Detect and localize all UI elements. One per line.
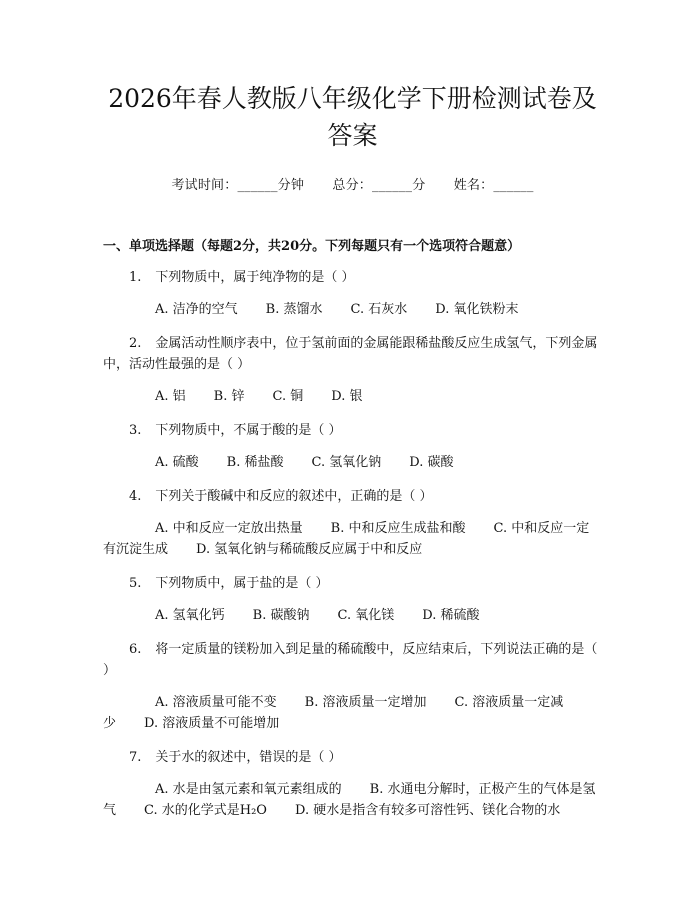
question-number: 2. xyxy=(129,336,142,351)
total-score-label: 总分：______分 xyxy=(332,178,426,193)
answer-option: B. 水通电分解时，正极产生的气体是氢气 xyxy=(103,782,596,818)
question-options xyxy=(103,386,602,407)
answer-option: C. 溶液质量一定减少 xyxy=(103,695,564,731)
question-stem xyxy=(103,573,602,594)
question-text: 关于水的叙述中，错误的是（ ） xyxy=(155,750,342,765)
question-options xyxy=(103,605,602,626)
question-text: 将一定质量的镁粉加入到足量的稀硫酸中，反应结束后，下列说法正确的是（ ） xyxy=(103,642,598,678)
question-number: 4. xyxy=(129,489,142,504)
answer-option: D. 银 xyxy=(331,389,363,404)
answer-option: C. 铜 xyxy=(272,389,304,404)
question-list xyxy=(103,267,602,821)
question-text: 下列物质中，属于纯净物的是（ ） xyxy=(155,270,355,285)
question-stem xyxy=(103,639,602,681)
answer-option: B. 中和反应生成盐和酸 xyxy=(330,521,466,536)
question-options xyxy=(103,779,602,821)
answer-option: A. 水是由氢元素和氧元素组成的 xyxy=(155,782,342,797)
answer-option: D. 硬水是指含有较多可溶性钙、镁化合物的水 xyxy=(294,803,561,818)
answer-option: A. 铝 xyxy=(155,389,186,404)
answer-option: D. 碳酸 xyxy=(409,455,454,470)
question-text: 金属活动性顺序表中，位于氢前面的金属能跟稀盐酸反应生成氢气，下列金属中，活动性最强的是（ ） xyxy=(103,336,598,372)
answer-option: A. 氢氧化钙 xyxy=(155,608,225,623)
answer-option: B. 碳酸钠 xyxy=(252,608,310,623)
student-name-label: 姓名：______ xyxy=(453,178,534,193)
answer-option: B. 锌 xyxy=(213,389,245,404)
answer-option: C. 石灰水 xyxy=(350,302,408,317)
question-stem xyxy=(103,333,602,375)
answer-option: D. 氢氧化钠与稀硫酸反应属于中和反应 xyxy=(196,542,423,557)
answer-option: B. 溶液质量一定增加 xyxy=(304,695,427,710)
answer-option: C. 中和反应一定有沉淀生成 xyxy=(103,521,590,557)
question-options xyxy=(103,452,602,473)
answer-option: A. 硫酸 xyxy=(155,455,199,470)
question-text: 下列物质中，属于盐的是（ ） xyxy=(155,576,329,591)
answer-option: D. 氧化铁粉末 xyxy=(435,302,519,317)
exam-info-line xyxy=(103,174,602,193)
question-number: 5. xyxy=(129,576,142,591)
exam-time-label: 考试时间：______分钟 xyxy=(171,178,305,193)
question-number: 1. xyxy=(129,270,142,285)
answer-option: A. 洁净的空气 xyxy=(155,302,238,317)
question-options xyxy=(103,692,602,734)
page-title: 2026年春人教版八年级化学下册检测试卷及答案 xyxy=(108,84,597,150)
question-stem xyxy=(103,267,602,288)
question-number: 6. xyxy=(129,642,142,657)
answer-option: A. 中和反应一定放出热量 xyxy=(155,521,303,536)
question-stem xyxy=(103,486,602,507)
answer-option: A. 溶液质量可能不变 xyxy=(155,695,277,710)
question-number: 7. xyxy=(129,750,142,765)
answer-option: D. 溶液质量不可能增加 xyxy=(144,716,280,731)
question-number: 3. xyxy=(129,423,142,438)
question-text: 下列物质中，不属于酸的是（ ） xyxy=(155,423,342,438)
answer-option: C. 氢氧化钠 xyxy=(311,455,382,470)
question-options xyxy=(103,518,602,560)
answer-option: C. 氧化镁 xyxy=(337,608,395,623)
answer-option: D. 稀硫酸 xyxy=(422,608,480,623)
section-title: 一、单项选择题（每题2分，共20分。下列每题只有一个选项符合题意） xyxy=(103,239,521,254)
question-stem xyxy=(103,747,602,768)
question-options xyxy=(103,299,602,320)
question-stem xyxy=(103,420,602,441)
answer-option: B. 蒸馏水 xyxy=(265,302,323,317)
question-text: 下列关于酸碱中和反应的叙述中，正确的是（ ） xyxy=(155,489,433,504)
answer-option: B. 稀盐酸 xyxy=(226,455,284,470)
answer-option: C. 水的化学式是H₂O xyxy=(144,803,267,818)
